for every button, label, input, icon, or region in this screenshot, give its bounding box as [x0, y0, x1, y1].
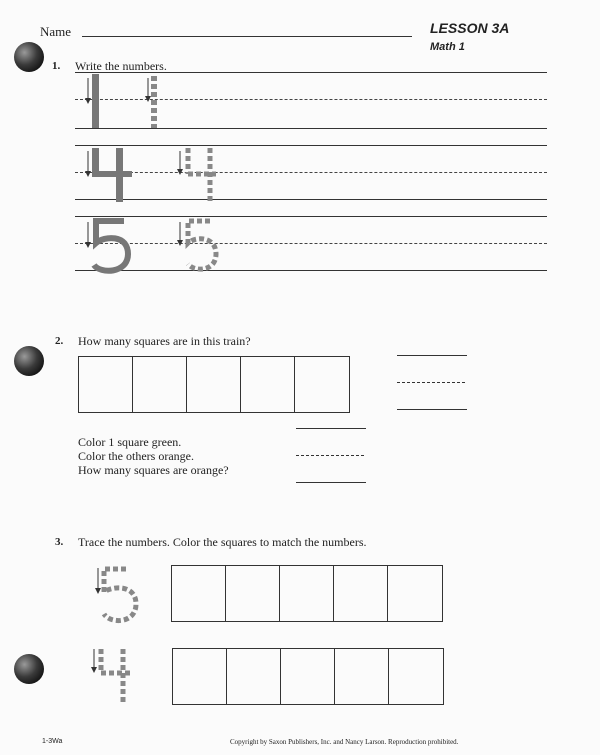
answer-line-top [397, 355, 467, 356]
page-code: 1-3Wa [42, 738, 63, 745]
answer-line-mid [397, 382, 465, 383]
digit-1-model [80, 72, 120, 132]
digit-4-trace [174, 145, 234, 205]
answer-line-top [296, 428, 366, 429]
copyright-notice: Copyright by Saxon Publishers, Inc. and Nancy Larson. Reproduction prohibited. [230, 738, 459, 746]
question-3-number: 3. [55, 536, 64, 548]
color-instructions [78, 435, 229, 477]
instruction-green: Color 1 square green. [78, 435, 182, 449]
instruction-count: How many squares are orange? [78, 463, 229, 477]
answer-line-base[interactable] [397, 409, 467, 410]
writing-line-top [75, 145, 547, 146]
writing-line-base[interactable] [75, 270, 547, 271]
punch-hole-bottom [14, 654, 44, 684]
question-2-number: 2. [55, 335, 64, 347]
color-square[interactable] [173, 649, 227, 704]
color-square[interactable] [388, 566, 442, 621]
digit-5-model [80, 216, 140, 276]
digit-1-trace [142, 72, 182, 132]
punch-hole-top [14, 42, 44, 72]
question-1-prompt: Write the numbers. [75, 59, 167, 73]
punch-hole-middle [14, 346, 44, 376]
color-squares-row-1 [171, 565, 443, 622]
train-square[interactable] [187, 357, 241, 412]
train-square[interactable] [133, 357, 187, 412]
name-field[interactable] [82, 36, 412, 37]
question-3-prompt: Trace the numbers. Color the squares to match the numbers. [78, 535, 367, 549]
color-square[interactable] [172, 566, 226, 621]
color-squares-row-2 [172, 648, 444, 705]
train-square[interactable] [79, 357, 133, 412]
trace-digit-4 [88, 645, 148, 709]
question-2-prompt: How many squares are in this train? [78, 334, 251, 348]
trace-digit-5 [92, 564, 152, 628]
train-squares [78, 356, 350, 413]
digit-5-trace [174, 216, 234, 276]
color-square[interactable] [226, 566, 280, 621]
color-square[interactable] [281, 649, 335, 704]
color-square[interactable] [227, 649, 281, 704]
answer-line-mid [296, 455, 364, 456]
writing-line-mid [75, 172, 547, 173]
writing-line-base[interactable] [75, 199, 547, 200]
writing-line-mid [75, 243, 547, 244]
train-square[interactable] [241, 357, 295, 412]
digit-4-model [80, 145, 140, 205]
lesson-title: LESSON 3A [430, 20, 510, 36]
answer-line-base[interactable] [296, 482, 366, 483]
color-square[interactable] [335, 649, 389, 704]
name-label: Name [40, 24, 72, 39]
color-square[interactable] [334, 566, 388, 621]
train-square[interactable] [295, 357, 349, 412]
writing-line-top [75, 216, 547, 217]
color-square[interactable] [280, 566, 334, 621]
color-square[interactable] [389, 649, 443, 704]
instruction-orange: Color the others orange. [78, 449, 194, 463]
subject-label: Math 1 [430, 41, 465, 53]
question-1-number: 1. [52, 60, 61, 72]
